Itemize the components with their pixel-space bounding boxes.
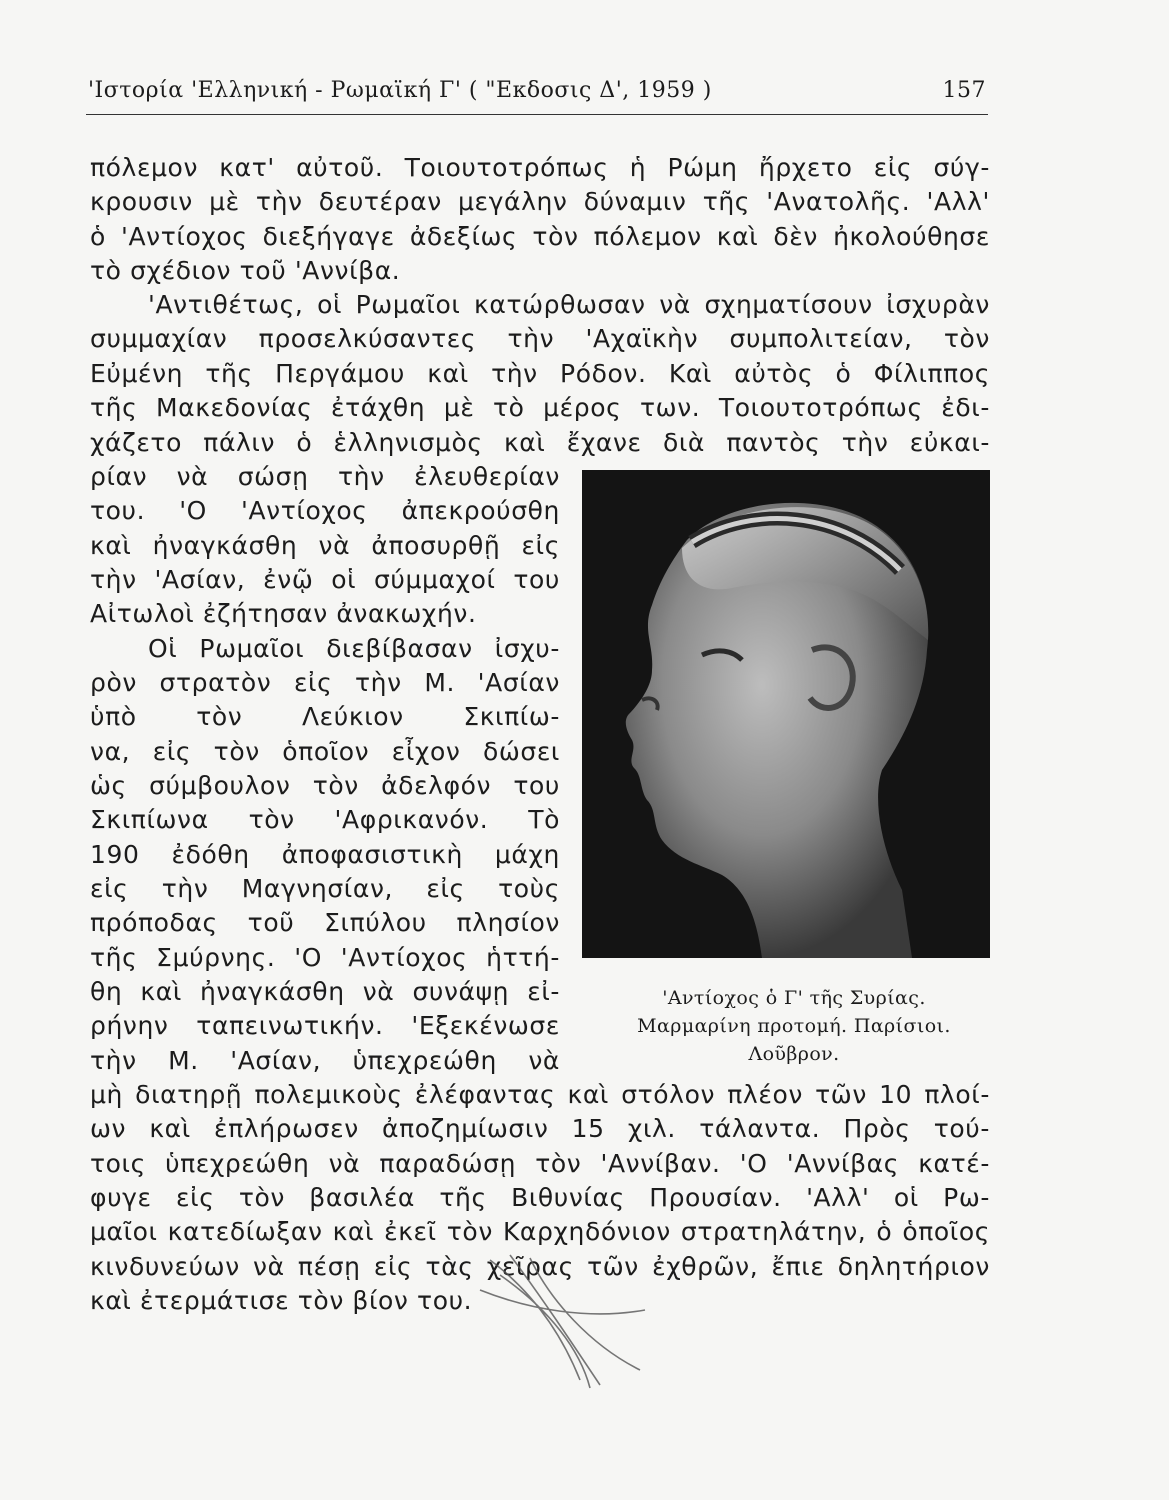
text-line: πρόποδας τοῦ Σιπύλου πλησίον — [90, 908, 560, 937]
text-line: μὴ διατηρῇ πολεμικοὺς ἐλέφαντας καὶ στόλον πλέον τῶν 10 πλοί- — [90, 1080, 990, 1109]
text-line: Οἱ Ρωμαῖοι διεβίβασαν ἰσχυ- — [148, 634, 560, 663]
text-line: του. 'Ο 'Αντίοχος ἀπεκρούσθη — [90, 496, 560, 525]
text-line: κινδυνεύων νὰ πέσῃ εἰς τὰς χεῖρας τῶν ἐχθρῶν, ἔπιε δηλητήριον — [90, 1252, 990, 1281]
caption-line: Λοῦβρον. — [748, 1043, 840, 1065]
text-line: 190 ἐδόθη ἀποφασιστικὴ μάχη — [90, 840, 560, 869]
page-number: 157 — [942, 78, 986, 103]
text-line: μαῖοι κατεδίωξαν καὶ ἐκεῖ τὸν Καρχηδόνιον στρατηλάτην, ὁ ὁποῖος — [90, 1217, 990, 1246]
text-line: καὶ ἠναγκάσθη νὰ ἀποσυρθῇ εἰς — [90, 531, 560, 560]
text-line: φυγε εἰς τὸν βασιλέα τῆς Βιθυνίας Προυσίαν. 'Αλλ' οἱ Ρω- — [90, 1183, 990, 1212]
text-line: Αἰτωλοὶ ἐζήτησαν ἀνακωχήν. — [90, 599, 477, 628]
text-line: Εὐμένη τῆς Περγάμου καὶ τὴν Ρόδον. Καὶ αὐτὸς ὁ Φίλιππος — [90, 359, 990, 388]
text-line: να, εἰς τὸν ὁποῖον εἶχον δώσει — [90, 737, 560, 766]
figure-caption — [596, 984, 992, 1068]
bust-profile-illustration — [582, 470, 990, 958]
text-line: τὸ σχέδιον τοῦ 'Αννίβα. — [90, 256, 401, 285]
text-line: τῆς Σμύρνης. 'Ο 'Αντίοχος ἡττή- — [90, 943, 560, 972]
text-line: θη καὶ ἠναγκάσθη νὰ συνάψῃ εἰ- — [90, 977, 560, 1006]
header-rule — [86, 114, 988, 115]
text-line: ρήνην ταπεινωτικήν. 'Εξεκένωσε — [90, 1011, 560, 1040]
text-line: καὶ ἐτερμάτισε τὸν βίον του. — [90, 1286, 473, 1315]
text-line: κρουσιν μὲ τὴν δευτέραν μεγάλην δύναμιν τῆς 'Ανατολῆς. 'Αλλ' — [90, 187, 990, 216]
running-header — [88, 78, 986, 110]
text-line: ὡς σύμβουλον τὸν ἀδελφόν του — [90, 771, 560, 800]
text-line: συμμαχίαν προσελκύσαντες τὴν 'Αχαϊκὴν συμπολιτείαν, τὸν — [90, 324, 990, 353]
bust-photograph — [582, 470, 990, 958]
text-line: τῆς Μακεδονίας ἐτάχθη μὲ τὸ μέρος των. Τοιουτοτρόπως ἐδι- — [90, 393, 990, 422]
text-line: ὁ 'Αντίοχος διεξήγαγε ἀδεξίως τὸν πόλεμον καὶ δὲν ἠκολούθησε — [90, 222, 990, 251]
text-line: τοις ὑπεχρεώθη νὰ παραδώσῃ τὸν 'Αννίβαν. 'Ο 'Αννίβας κατέ- — [90, 1149, 990, 1178]
text-line: τὴν Μ. 'Ασίαν, ὑπεχρεώθη νὰ — [90, 1046, 560, 1075]
pencil-scribble — [470, 1250, 660, 1390]
text-line: τὴν 'Ασίαν, ἐνῷ οἱ σύμμαχοί του — [90, 565, 560, 594]
text-line: Σκιπίωνα τὸν 'Αφρικανόν. Τὸ — [90, 805, 560, 834]
text-line: πόλεμον κατ' αὐτοῦ. Τοιουτοτρόπως ἡ Ρώμη ἤρχετο εἰς σύγ- — [90, 153, 990, 182]
running-title: 'Ιστορία 'Ελληνική - Ρωμαϊκή Γ' ( "Εκδοσις Δ', 1959 ) — [88, 78, 712, 103]
text-line: χάζετο πάλιν ὁ ἑλληνισμὸς καὶ ἔχανε διὰ παντὸς τὴν εὐκαι- — [90, 428, 990, 457]
text-line: ρίαν νὰ σώσῃ τὴν ἐλευθερίαν — [90, 462, 560, 491]
text-line: ων καὶ ἐπλήρωσεν ἀποζημίωσιν 15 χιλ. τάλαντα. Πρὸς τού- — [90, 1114, 990, 1143]
text-line: ὑπὸ τὸν Λεύκιον Σκιπίω- — [90, 702, 560, 731]
caption-line: Μαρμαρίνη προτομή. Παρίσιοι. — [637, 1015, 951, 1037]
caption-line: 'Αντίοχος ὁ Γ' τῆς Συρίας. — [662, 987, 926, 1009]
text-line: 'Αντιθέτως, οἱ Ρωμαῖοι κατώρθωσαν νὰ σχηματίσουν ἰσχυρὰν — [148, 290, 990, 319]
text-line: ρὸν στρατὸν εἰς τὴν Μ. 'Ασίαν — [90, 668, 560, 697]
text-line: εἰς τὴν Μαγνησίαν, εἰς τοὺς — [90, 874, 560, 903]
